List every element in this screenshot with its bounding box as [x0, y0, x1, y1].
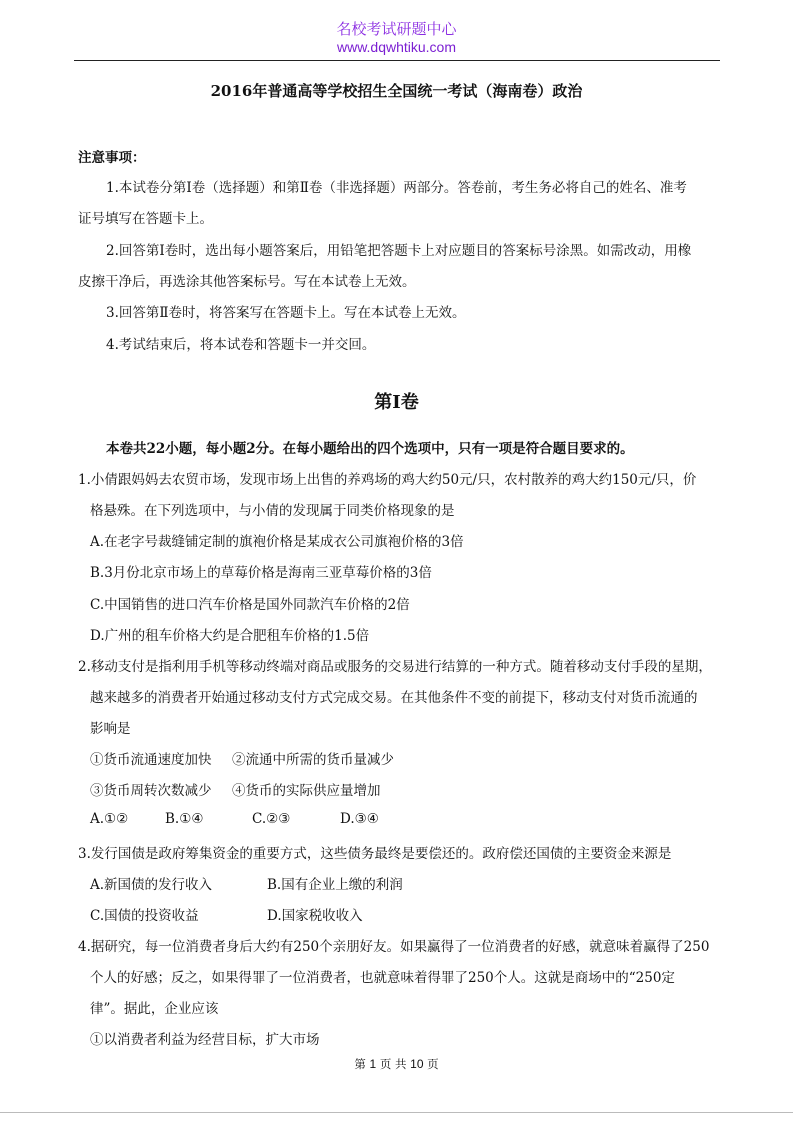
q2-option-c: C.②③: [252, 811, 291, 827]
q1-stem: 格悬殊。在下列选项中，与小倩的发现属于同类价格现象的是: [90, 503, 455, 519]
footer-mid: 页 共: [379, 1057, 407, 1071]
q3-option-b: B.国有企业上缴的利润: [267, 877, 403, 893]
section-title: 第Ⅰ卷: [374, 392, 419, 413]
footer-prefix: 第: [354, 1057, 366, 1071]
site-name: 名校考试研题中心: [336, 20, 457, 38]
q3-option-d: D.国家税收收入: [267, 908, 363, 924]
q1-stem: 1.小倩跟妈妈去农贸市场，发现市场上出售的养鸡场的鸡大约50元/只，农村散养的鸡大约150元/只，价: [78, 472, 697, 488]
q3-option-c: C.国债的投资收益: [90, 908, 199, 924]
section-instruction: 本卷共22小题，每小题2分。在每小题给出的四个选项中，只有一项是符合题目要求的。: [106, 441, 634, 457]
page-footer: [0, 1056, 793, 1072]
q2-stem: 影响是: [90, 721, 131, 737]
q2-stem: 2.移动支付是指利用手机等移动终端对商品或服务的交易进行结算的一种方式。随着移动支付手段的星期，: [78, 659, 712, 675]
q2-item-3: ③货币周转次数减少: [90, 783, 212, 799]
q3-option-a: A.新国债的发行收入: [90, 877, 213, 893]
q3-stem: 3.发行国债是政府筹集资金的重要方式，这些债务最终是要偿还的。政府偿还国债的主要资金来源是: [78, 846, 672, 862]
q4-stem: 4.据研究，每一位消费者身后大约有250个亲朋好友。如果赢得了一位消费者的好感，就意味着赢得了250: [78, 939, 710, 955]
q4-stem: 个人的好感；反之，如果得罪了一位消费者，也就意味着得罪了250个人。这就是商场中的“250定: [90, 970, 675, 986]
site-url[interactable]: www.dqwhtiku.com: [336, 39, 457, 55]
q4-item-1: ①以消费者利益为经营目标，扩大市场: [90, 1032, 320, 1048]
bottom-rule: [0, 1112, 793, 1113]
header-rule: [74, 60, 720, 61]
q2-option-d: D.③④: [340, 811, 379, 827]
notice-line: 证号填写在答题卡上。: [78, 211, 213, 227]
q2-option-a: A.①②: [90, 811, 129, 827]
q1-option-b: B.3月份北京市场上的草莓价格是海南三亚草莓价格的3倍: [90, 565, 432, 581]
notice-line: 4.考试结束后，将本试卷和答题卡一并交回。: [106, 337, 376, 353]
page-total: 10: [410, 1057, 424, 1071]
notice-line: 2.回答第Ⅰ卷时，选出每小题答案后，用铅笔把答题卡上对应题目的答案标号涂黑。如需改动，用橡: [106, 243, 692, 259]
q2-option-b: B.①④: [165, 811, 204, 827]
exam-title: 2016年普通高等学校招生全国统一考试（海南卷）政治: [210, 82, 583, 100]
page-number: 1: [369, 1057, 377, 1071]
q2-item-1: ①货币流通速度加快: [90, 752, 212, 768]
q1-option-c: C.中国销售的进口汽车价格是国外同款汽车价格的2倍: [90, 597, 410, 613]
q2-item-2: ②流通中所需的货币量减少: [232, 752, 394, 768]
q4-stem: 律”。据此，企业应该: [90, 1001, 219, 1017]
notice-line: 1.本试卷分第Ⅰ卷（选择题）和第Ⅱ卷（非选择题）两部分。答卷前，考生务必将自己的姓名、准考: [106, 180, 687, 196]
notice-heading: 注意事项：: [78, 150, 146, 166]
q2-item-4: ④货币的实际供应量增加: [232, 783, 381, 799]
notice-line: 皮擦干净后，再选涂其他答案标号。写在本试卷上无效。: [78, 274, 416, 290]
q2-stem: 越来越多的消费者开始通过移动支付方式完成交易。在其他条件不变的前提下，移动支付对货币流通的: [90, 690, 698, 706]
q1-option-d: D.广州的租车价格大约是合肥租车价格的1.5倍: [90, 628, 370, 644]
footer-suffix: 页: [427, 1057, 439, 1071]
notice-line: 3.回答第Ⅱ卷时，将答案写在答题卡上。写在本试卷上无效。: [106, 305, 466, 321]
q1-option-a: A.在老字号裁缝铺定制的旗袍价格是某成衣公司旗袍价格的3倍: [90, 534, 464, 550]
